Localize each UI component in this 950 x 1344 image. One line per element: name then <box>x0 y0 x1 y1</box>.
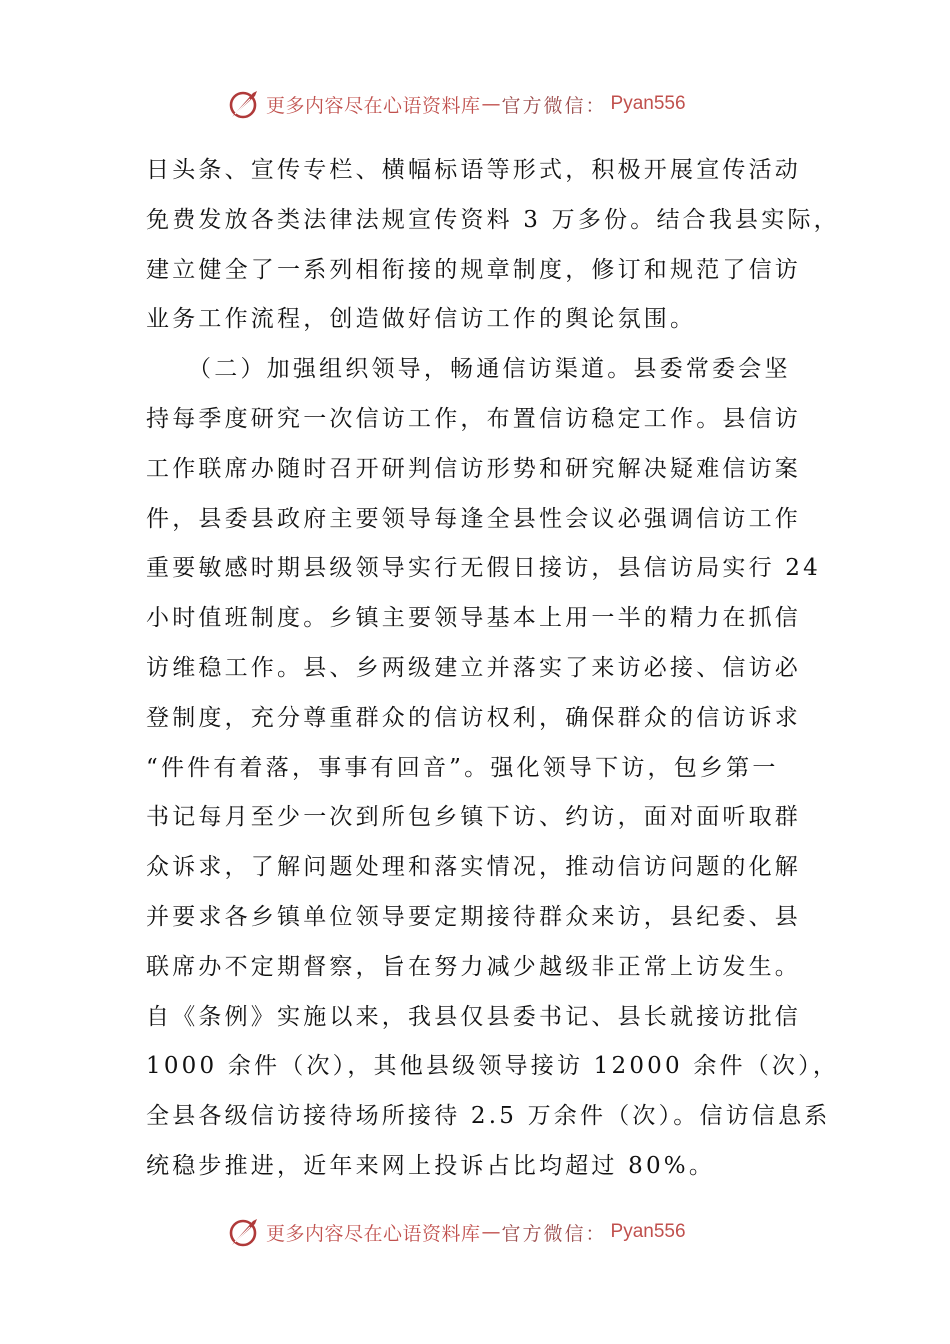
quill-pen-logo-icon <box>226 86 262 122</box>
text-line: 联席办不定期督察，旨在努力减少越级非正常上访发生。 <box>146 953 801 980</box>
text-line: 工作联席办随时召开研判信访形势和研究解决疑难信访案 <box>146 455 801 482</box>
document-body <box>146 146 840 1192</box>
text-line: 持每季度研究一次信访工作，布置信访稳定工作。县信访 <box>146 405 801 432</box>
text-line: 并要求各乡镇单位领导要定期接待群众来访，县纪委、县 <box>146 903 801 930</box>
text-line: 登制度，充分尊重群众的信访权利，确保群众的信访诉求 <box>146 704 801 731</box>
banner-wechat-id: Pyan556 <box>610 93 686 114</box>
text-line: 小时值班制度。乡镇主要领导基本上用一半的精力在抓信 <box>146 605 801 632</box>
banner-dash: — <box>481 1221 501 1243</box>
banner-wechat-id: Pyan556 <box>610 1221 686 1242</box>
text-line: 书记每月至少一次到所包乡镇下访、约访，面对面听取群 <box>146 804 801 831</box>
text-line: 全县各级信访接待场所接待 2.5 万余件（次）。信访信息系 <box>146 1103 831 1130</box>
text-line: 众诉求，了解问题处理和落实情况，推动信访问题的化解 <box>146 854 801 881</box>
text-line: 1000 余件（次），其他县级领导接访 12000 余件（次）， <box>146 1053 840 1080</box>
text-line: 免费发放各类法律法规宣传资料 3 万多份。结合我县实际， <box>146 206 840 233</box>
text-line: 建立健全了一系列相衔接的规章制度，修订和规范了信访 <box>146 256 801 283</box>
text-line: 件，县委县政府主要领导每逢全县性会议必强调信访工作 <box>146 505 801 532</box>
banner-text: 更多内容尽在心语资料库 <box>266 94 481 117</box>
text-line: 访维稳工作。县、乡两级建立并落实了来访必接、信访必 <box>146 654 801 681</box>
text-line: 日头条、宣传专栏、横幅标语等形式，积极开展宣传活动 <box>146 157 801 183</box>
text-line: 自《条例》实施以来，我县仅县委书记、县长就接访批信 <box>146 1003 801 1030</box>
quill-pen-logo-icon <box>226 1214 262 1250</box>
banner-wechat-label: 官方微信： <box>501 1222 607 1245</box>
section-heading-line: （二）加强组织领导，畅通信访渠道。县委常委会坚 <box>146 356 791 383</box>
text-line: 业务工作流程，创造做好信访工作的舆论氛围。 <box>146 306 697 333</box>
text-line: 重要敏感时期县级领导实行无假日接访，县信访局实行 24 <box>146 555 821 582</box>
header-banner <box>226 84 686 124</box>
banner-dash: — <box>481 93 501 115</box>
text-line: 统稳步推进，近年来网上投诉占比均超过 80%。 <box>146 1152 716 1179</box>
footer-banner <box>226 1212 686 1252</box>
banner-text: 更多内容尽在心语资料库 <box>266 1222 481 1245</box>
text-line: “件件有着落，事事有回音”。强化领导下访，包乡第一 <box>146 754 779 781</box>
banner-wechat-label: 官方微信： <box>501 94 607 117</box>
